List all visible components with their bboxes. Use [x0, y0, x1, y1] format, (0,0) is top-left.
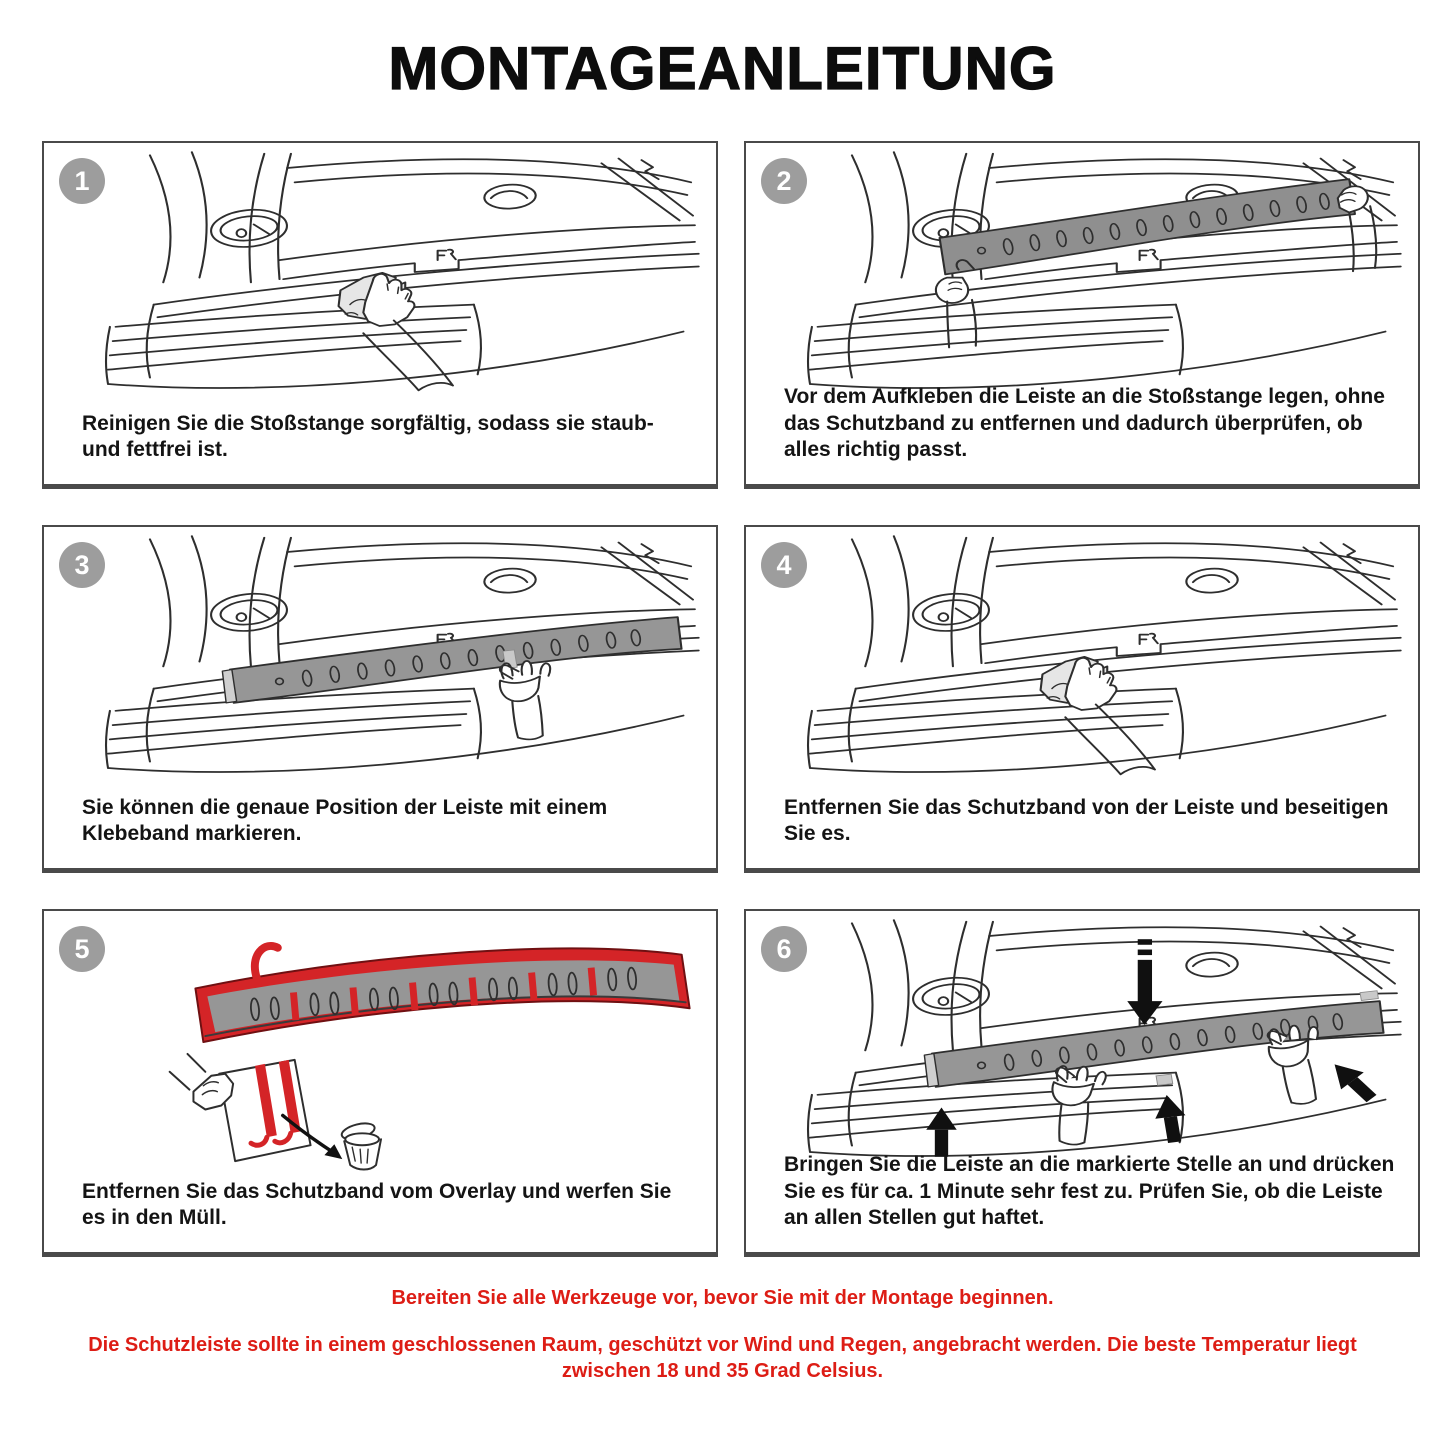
step-caption: Entfernen Sie das Schutzband von der Leiste und beseitigen Sie es.: [784, 795, 1389, 846]
remove-tape-illustration: [746, 531, 1418, 789]
footer-note-secondary: Die Schutzleiste sollte in einem geschlossenen Raum, geschützt vor Wind und Regen, angebracht werden. Die beste Temperatur liegt zwischen 18 und 35 Grad Celsius.: [88, 1334, 1357, 1382]
step-caption: Reinigen Sie die Stoßstange sorgfältig, sodass sie staub- und fettfrei ist.: [82, 411, 654, 462]
step-panel-5: [42, 909, 718, 1257]
page-title: MONTAGEANLEITUNG: [388, 35, 1057, 102]
car-rear-drawing: [106, 152, 699, 388]
step-caption: Bringen Sie die Leiste an die markierte Stelle an und drücken Sie es für ca. 1 Minute sehr fest zu. Prüfen Sie, ob die Leiste an allen Stellen gut haftet.: [784, 1153, 1395, 1230]
strip-test-fit-illustration: [746, 147, 1418, 405]
step-figure: [746, 147, 1418, 405]
step-number-badge: [59, 926, 105, 972]
step-figure: [746, 531, 1418, 789]
step-figure: [44, 147, 716, 405]
mark-position-illustration: [44, 531, 716, 789]
step-number-badge: [761, 542, 807, 588]
step-number-badge: [761, 158, 807, 204]
pressing-hand-icon: [1052, 1066, 1105, 1145]
hand-icon: [495, 657, 564, 742]
step-figure: [746, 915, 1418, 1173]
step-panel-6: [744, 909, 1420, 1257]
trash-can-icon: [340, 1121, 381, 1170]
car-rear-cleaning-illustration: [44, 147, 716, 405]
steps-grid: [42, 141, 1420, 1257]
step-number: 2: [776, 165, 792, 196]
step-number: 4: [776, 549, 792, 580]
step-panel-4: [744, 525, 1420, 873]
step-number: 6: [776, 933, 792, 964]
press-strip-illustration: [746, 915, 1418, 1173]
step-caption: Entfernen Sie das Schutzband vom Overlay und werfen Sie es in den Müll.: [82, 1179, 672, 1230]
step-number: 5: [74, 933, 90, 964]
step-number: 3: [74, 549, 90, 580]
peel-overlay-illustration: [44, 915, 716, 1173]
footer-note-primary: Bereiten Sie alle Werkzeuge vor, bevor Sie mit der Montage beginnen.: [391, 1287, 1054, 1309]
step-number-badge: [59, 542, 105, 588]
step-caption: Sie können die genaue Position der Leiste mit einem Klebeband markieren.: [82, 795, 608, 846]
step-caption: Vor dem Aufkleben die Leiste an die Stoßstange legen, ohne das Schutzband zu entfernen und dadurch überprüfen, ob alles richtig passt.: [784, 385, 1385, 462]
step-panel-3: [42, 525, 718, 873]
step-panel-2: [744, 141, 1420, 489]
step-figure: [44, 531, 716, 789]
step-number-badge: [59, 158, 105, 204]
car-rear-drawing: [808, 536, 1401, 772]
step-figure: [44, 915, 716, 1173]
step-number: 1: [74, 165, 90, 196]
step-number-badge: [761, 926, 807, 972]
step-panel-1: [42, 141, 718, 489]
discard-scene: [170, 1054, 381, 1170]
protective-strip-held-icon: [936, 179, 1376, 347]
tape-tab: [1156, 1074, 1173, 1085]
tape-tab: [1360, 991, 1378, 1001]
